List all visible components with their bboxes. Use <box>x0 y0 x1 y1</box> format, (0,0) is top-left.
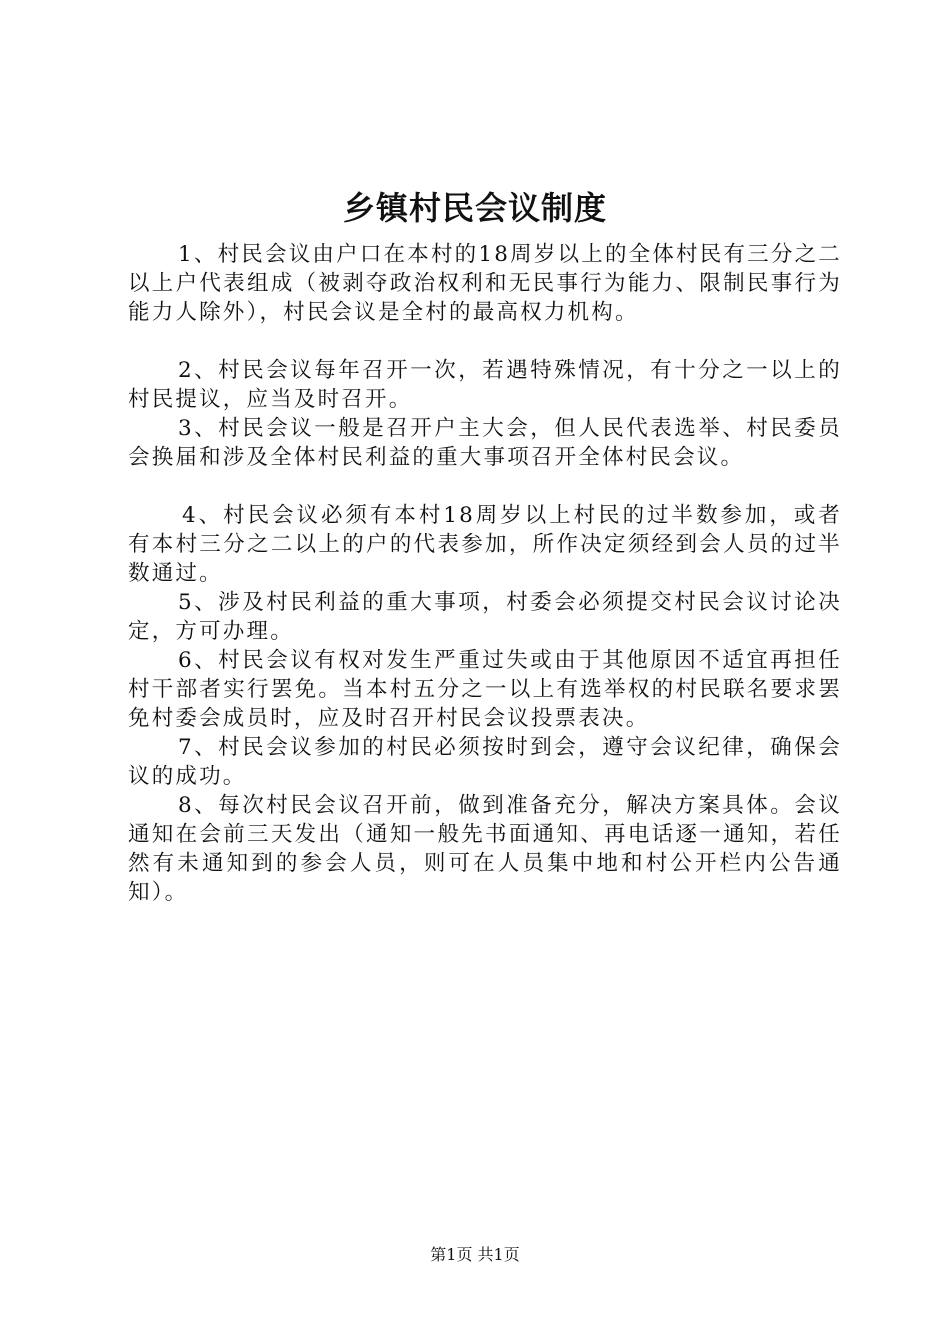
document-title: 乡镇村民会议制度 <box>342 189 607 227</box>
paragraph-5: 5、涉及村民利益的重大事项，村委会必须提交村民会议讨论决定，方可办理。 <box>128 590 842 644</box>
paragraph-8: 8、每次村民会议召开前，做到准备充分，解决方案具体。会议通知在会前三天发出（通知一般先书面通知、再电话逐一通知，若任然有未通知到的参会人员，则可在人员集中地和村公开栏内公告通知）。 <box>128 793 842 905</box>
document-body <box>128 240 842 907</box>
paragraph-3: 3、村民会议一般是召开户主大会，但人民代表选举、村民委员会换届和涉及全体村民利益的重大事项召开全体村民会议。 <box>128 416 842 470</box>
paragraph-6: 6、村民会议有权对发生严重过失或由于其他原因不适宜再担任村干部者实行罢免。当本村五分之一以上有选举权的村民联名要求罢免村委会成员时，应及时召开村民会议投票表决。 <box>128 648 842 731</box>
paragraph-7: 7、村民会议参加的村民必须按时到会，遵守会议纪律，确保会议的成功。 <box>128 735 842 789</box>
paragraph-1: 1、村民会议由户口在本村的18周岁以上的全体村民有三分之二以上户代表组成（被剥夺政治权利和无民事行为能力、限制民事行为能力人除外），村民会议是全村的最高权力机构。 <box>128 242 842 325</box>
page-footer: 第1页 共1页 <box>430 1245 520 1264</box>
paragraph-4: 4、村民会议必须有本村18周岁以上村民的过半数参加，或者有本村三分之二以上的户的代表参加，所作决定须经到会人员的过半数通过。 <box>128 503 842 586</box>
paragraph-2: 2、村民会议每年召开一次，若遇特殊情况，有十分之一以上的村民提议，应当及时召开。 <box>128 358 842 412</box>
